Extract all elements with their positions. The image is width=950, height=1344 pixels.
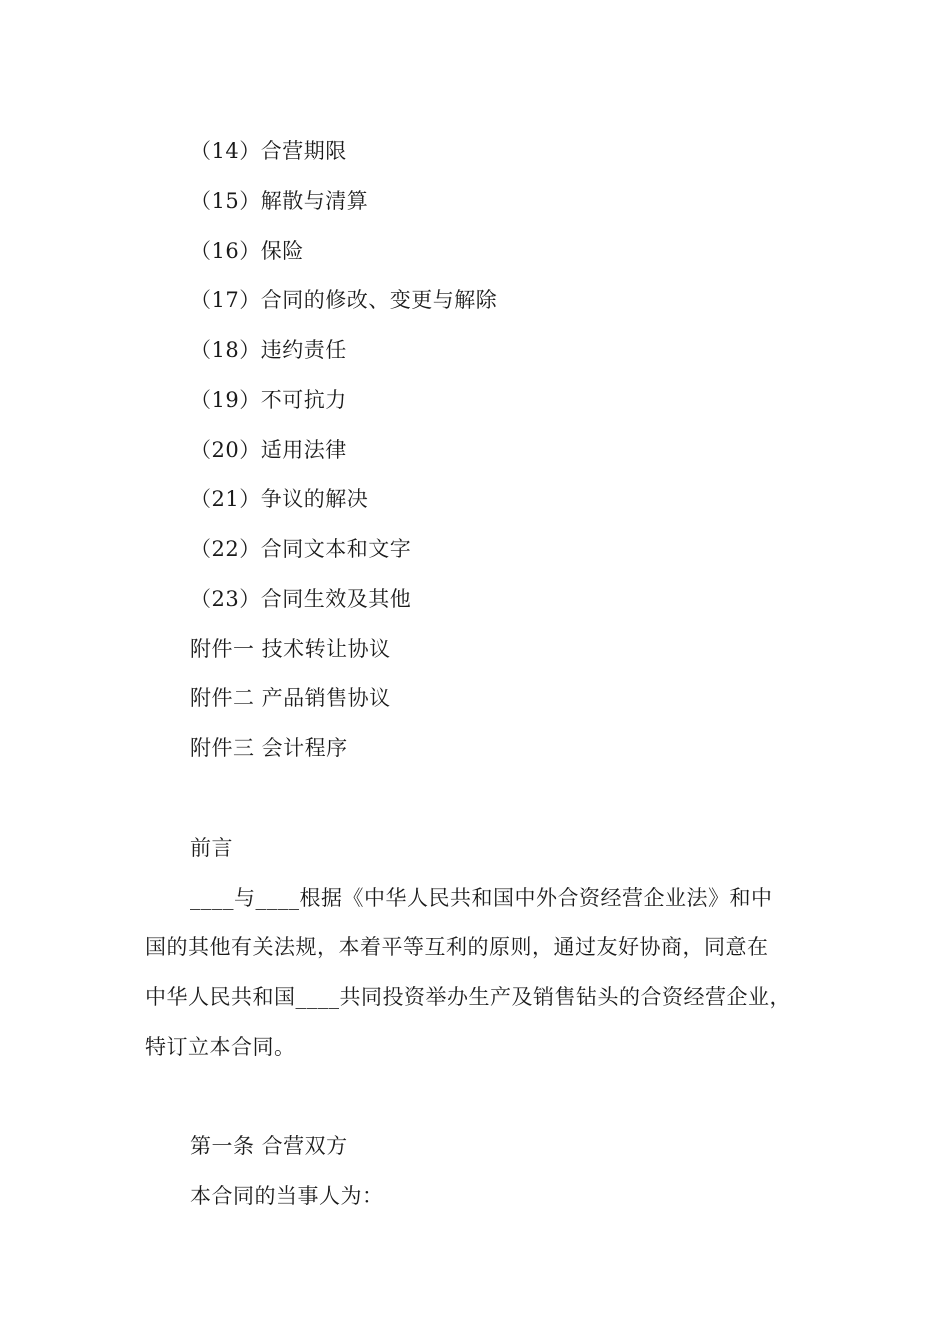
- toc-item: （16）保险: [190, 239, 304, 263]
- toc-item: （17）合同的修改、变更与解除: [190, 288, 498, 312]
- toc-item: （21）争议的解决: [190, 487, 369, 511]
- preface-line: 中华人民共和国____共同投资举办生产及销售钻头的合资经营企业，: [145, 985, 791, 1009]
- preface-line: 国的其他有关法规，本着平等互利的原则，通过友好协商，同意在: [145, 935, 769, 959]
- toc-item: （14）合营期限: [190, 139, 347, 163]
- appendix-item: 附件一 技术转让协议: [190, 637, 391, 661]
- preface-line: 特订立本合同。: [145, 1035, 296, 1059]
- article-line: 本合同的当事人为：: [190, 1184, 384, 1208]
- toc-item: （18）违约责任: [190, 338, 347, 362]
- toc-item: （20）适用法律: [190, 438, 347, 462]
- appendix-item: 附件二 产品销售协议: [190, 686, 391, 710]
- preface-heading: 前言: [190, 836, 233, 860]
- preface-line: ____与____根据《中华人民共和国中外合资经营企业法》和中: [190, 886, 773, 910]
- article-heading: 第一条 合营双方: [190, 1134, 348, 1158]
- toc-item: （15）解散与清算: [190, 189, 369, 213]
- toc-item: （19）不可抗力: [190, 388, 347, 412]
- appendix-item: 附件三 会计程序: [190, 736, 348, 760]
- toc-item: （23）合同生效及其他: [190, 587, 412, 611]
- toc-item: （22）合同文本和文字: [190, 537, 412, 561]
